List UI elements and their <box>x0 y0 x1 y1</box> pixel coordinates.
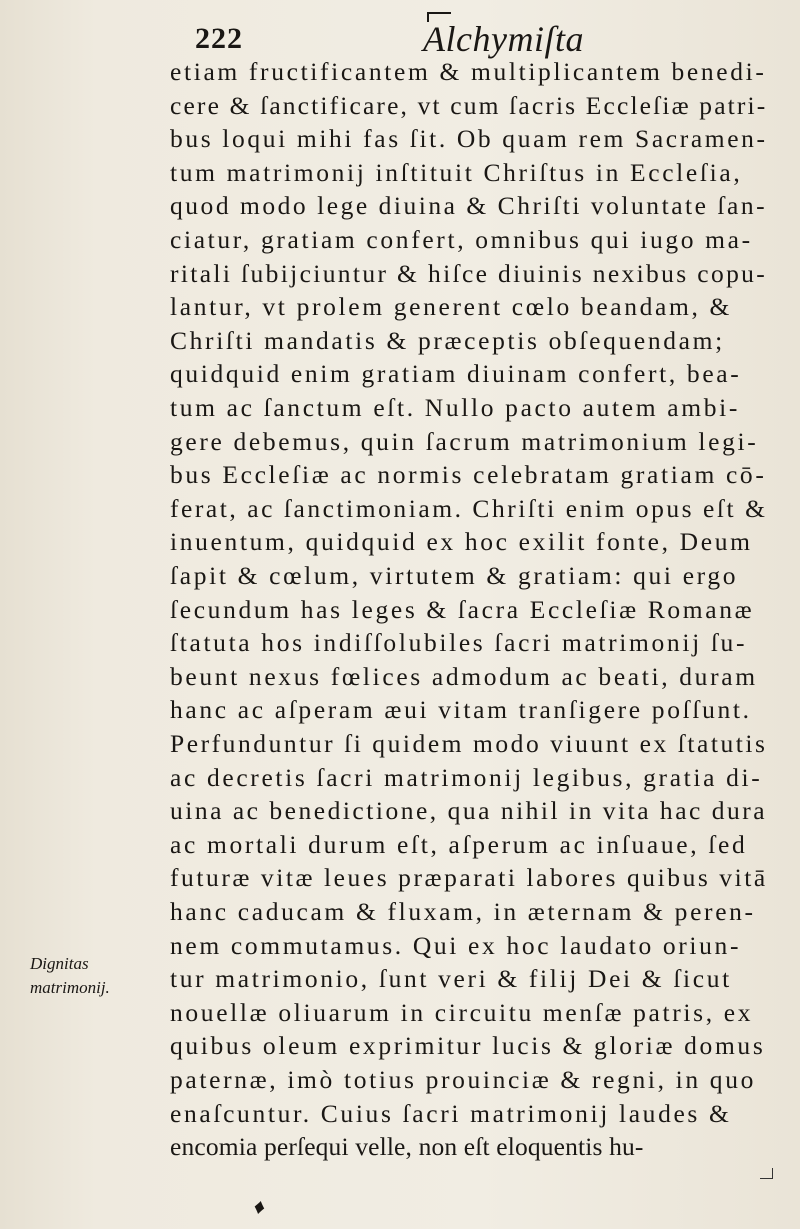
text-line: lantur, vt prolem generent cœlo beandam, & <box>170 292 733 322</box>
text-line: hanc caducam & fluxam, in æternam & peren- <box>170 897 756 926</box>
text-line: ſecundum has leges & ſacra Eccleſiæ Romanæ <box>170 594 755 624</box>
text-line: futuræ vitæ leues præparati labores quibus vitā <box>170 863 768 893</box>
text-line: uina ac benedictione, qua nihil in vita hac dura <box>170 796 768 826</box>
running-head: Alchymiſta <box>423 19 584 59</box>
text-line: gere debemus, quin ſacrum matrimonium legi- <box>170 426 759 456</box>
text-line: tum ac ſanctum eſt. Nullo pacto autem ambi- <box>170 393 740 422</box>
marginal-note <box>30 952 160 1000</box>
text-line: quibus oleum exprimitur lucis & gloriæ domus <box>170 1031 766 1061</box>
text-line: ciatur, gratiam confert, omnibus qui iugo ma- <box>170 225 753 254</box>
text-line: encomia perſequi velle, non eſt eloquentis hu- <box>170 1132 644 1162</box>
corner-mark <box>760 1168 773 1179</box>
text-line: paternæ, imò totius prouinciæ & regni, in quo <box>170 1065 756 1094</box>
text-line: beunt nexus fœlices admodum ac beati, duram <box>170 661 758 691</box>
text-line: ſtatuta hos indiſſolubiles ſacri matrimonij ſu- <box>170 628 748 658</box>
text-line: nouellæ oliuarum in circuitu menſæ patris, ex <box>170 997 754 1027</box>
text-line: ritali ſubijciuntur & hiſce diuinis nexibus copu- <box>170 258 768 288</box>
text-line: ac decretis ſacri matrimonij legibus, gratia di- <box>170 762 763 792</box>
text-line: Chriſti mandatis & præceptis obſequendam; <box>170 325 725 355</box>
text-line: ferat, ac ſanctimoniam. Chriſti enim opus eſt & <box>170 493 768 523</box>
text-line: bus Eccleſiæ ac normis celebratam gratiam cō- <box>170 460 767 490</box>
text-line: quidquid enim gratiam diuinam confert, bea- <box>170 359 742 389</box>
text-line: quod modo lege diuina & Chriſti voluntate ſan- <box>170 191 768 221</box>
text-line: nem commutamus. Qui ex hoc laudato oriun- <box>170 930 742 960</box>
text-line: tum matrimonij inſtituit Chriſtus in Eccleſia, <box>170 157 743 187</box>
marginal-note-line: Dignitas <box>30 954 89 973</box>
text-line: ac mortali durum eſt, aſperum ac inſuaue, ſed <box>170 829 748 859</box>
text-line: tur matrimonio, ſunt veri & filij Dei & ſicut <box>170 964 732 994</box>
page-number: 222 <box>195 22 243 55</box>
text-line: inuentum, quidquid ex hoc exilit fonte, Deum <box>170 527 753 557</box>
text-line: Perfunduntur ſi quidem modo viuunt ex ſtatutis <box>170 729 768 758</box>
marginal-note-line: matrimonij. <box>30 978 110 997</box>
text-line: cere & ſanctificare, vt cum ſacris Eccleſiæ patri- <box>170 90 768 120</box>
text-line: bus loqui mihi fas ſit. Ob quam rem Sacramen- <box>170 124 768 154</box>
text-line: ſapit & cœlum, virtutem & gratiam: qui ergo <box>170 561 739 590</box>
ink-blot-mark: ♦ <box>251 1193 268 1220</box>
text-line: etiam fructificantem & multiplicantem benedi- <box>170 57 767 86</box>
body-text <box>170 55 770 1165</box>
text-line: hanc ac aſperam æui vitam tranſigere poſſunt. <box>170 695 752 725</box>
text-line: enaſcuntur. Cuius ſacri matrimonij laudes & <box>170 1098 732 1128</box>
